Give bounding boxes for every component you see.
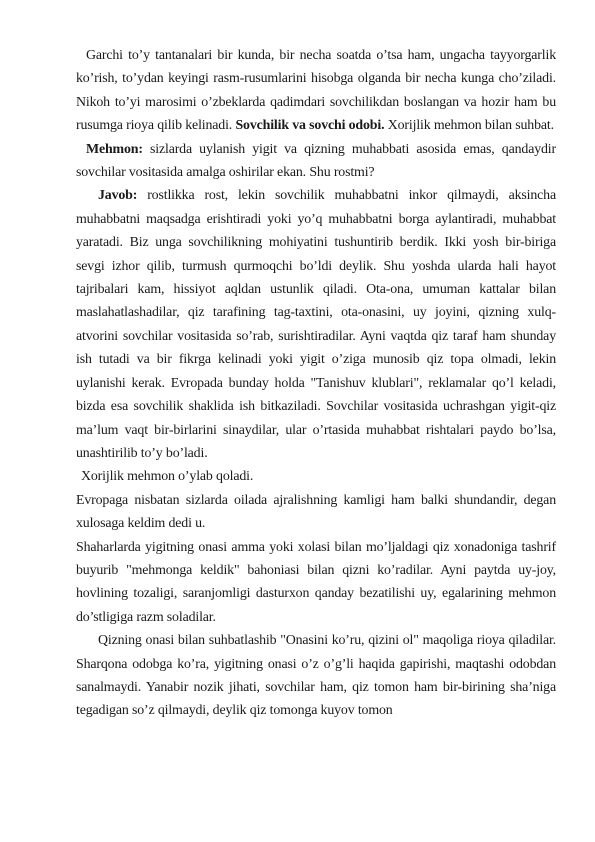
paragraph-conclusion: Evropaga nisbatan sizlarda oilada ajralishning kamligi ham balki shundandir, degan xulosaga keldim dedi u. bbox=[76, 492, 556, 532]
guest-question-text: sizlarda uylanish yigit va qizning muhabbati asosida emas, qandaydir sovchilar vositasida amalga oshirilar ekan. Shu rostmi? bbox=[76, 141, 556, 181]
paragraph-guest-reflects: Xorijlik mehmon o’ylab qoladi. bbox=[81, 469, 254, 485]
paragraph-answer bbox=[76, 184, 556, 465]
paragraph-city-custom: Shaharlarda yigitning onasi amma yoki xolasi bilan mo’ljaldagi qiz xonadoniga tashrif buyurib "mehmonga keldik" bahoniasi bilan qizni ko’radilar. Ayni paytda uy-joy, hovlining tozaligi, saranjomligi dasturxon qanday bezatilishi uy, egalarining mehmon do’stligiga razm soladilar. bbox=[76, 539, 556, 625]
paragraph-intro-text: Garchi to’y tantanalari bir kunda, bir necha soatda o’tsa ham, ungacha tayyorgarlik ko’rish, to’ydan keyingi rasm-rusumlarini hisobga olganda bir necha kunga cho’ziladi. Nikoh to’yi marosimi o’zbeklarda qadimdari sovchilikdan boslangan va hozir ham bu rusumga rioya qilib kelinadi. bbox=[76, 48, 556, 134]
section-heading: Sovchilik va sovchi odobi. bbox=[235, 118, 385, 134]
paragraph-intro bbox=[76, 44, 556, 138]
speaker-label-guest: Mehmon: bbox=[86, 141, 143, 157]
answer-text: rostlikka rost, lekin sovchilik muhabbatni inkor qilmaydi, aksincha muhabbatni maqsadga erishtiradi yoki yo’q muhabbatni borga aylantiradi, muhabbat yaratadi. Biz unga sovchilikning mohiyatini tushuntirib berdik. Ikki yosh bir-biriga sevgi izhor qilib, turmush qurmoqchi bo’ldi deylik. Shu yoshda ularda hali hayot tajribalari kam, hissiyot aqldan ustunlik qiladi. Ota-ona, umuman kattalar bilan maslahatlashadilar, qiz tarafining tag-taxtini, ota-onasini, uy joyini, qizning xulq-atvorini sovchilar vositasida so’rab, surishtiradilar. Ayni vaqtda qiz taraf ham shunday ish tutadi va bir fikrga kelinadi yoki yigit o’ziga munosib qiz topa olmadi, lekin uylanishi kerak. Evropada bunday holda "Tanishuv klublari", reklamalar qo’l keladi, bizda esa sovchilik shaklida ish bitkaziladi. Sovchilar vositasida uchrashgan yigit-qiz ma’lum vaqt bir-birlarini sinaydilar, ular o’rtasida muhabbat rishtalari paydo bo’lsa, unashtirilib to’y bo’ladi. bbox=[76, 188, 556, 461]
document-page bbox=[76, 44, 556, 723]
paragraph-guest-question bbox=[76, 138, 556, 185]
paragraph-mother-visit: Qizning onasi bilan suhbatlashib "Onasini ko’ru, qizini ol" maqoliga rioya qiladilar. Sharqona odobga ko’ra, yigitning onasi o’z o’g’li haqida gapirishi, maqtashi odobdan sanalmaydi. Yanabir nozik jihati, sovchilar ham, qiz tomon ham bir-birining sha’niga tegadigan so’z qilmaydi, deylik qiz tomonga kuyov tomon bbox=[76, 633, 556, 719]
speaker-label-answer: Javob: bbox=[98, 188, 138, 204]
paragraph-intro-tail: Xorijlik mehmon bilan suhbat. bbox=[384, 118, 554, 134]
